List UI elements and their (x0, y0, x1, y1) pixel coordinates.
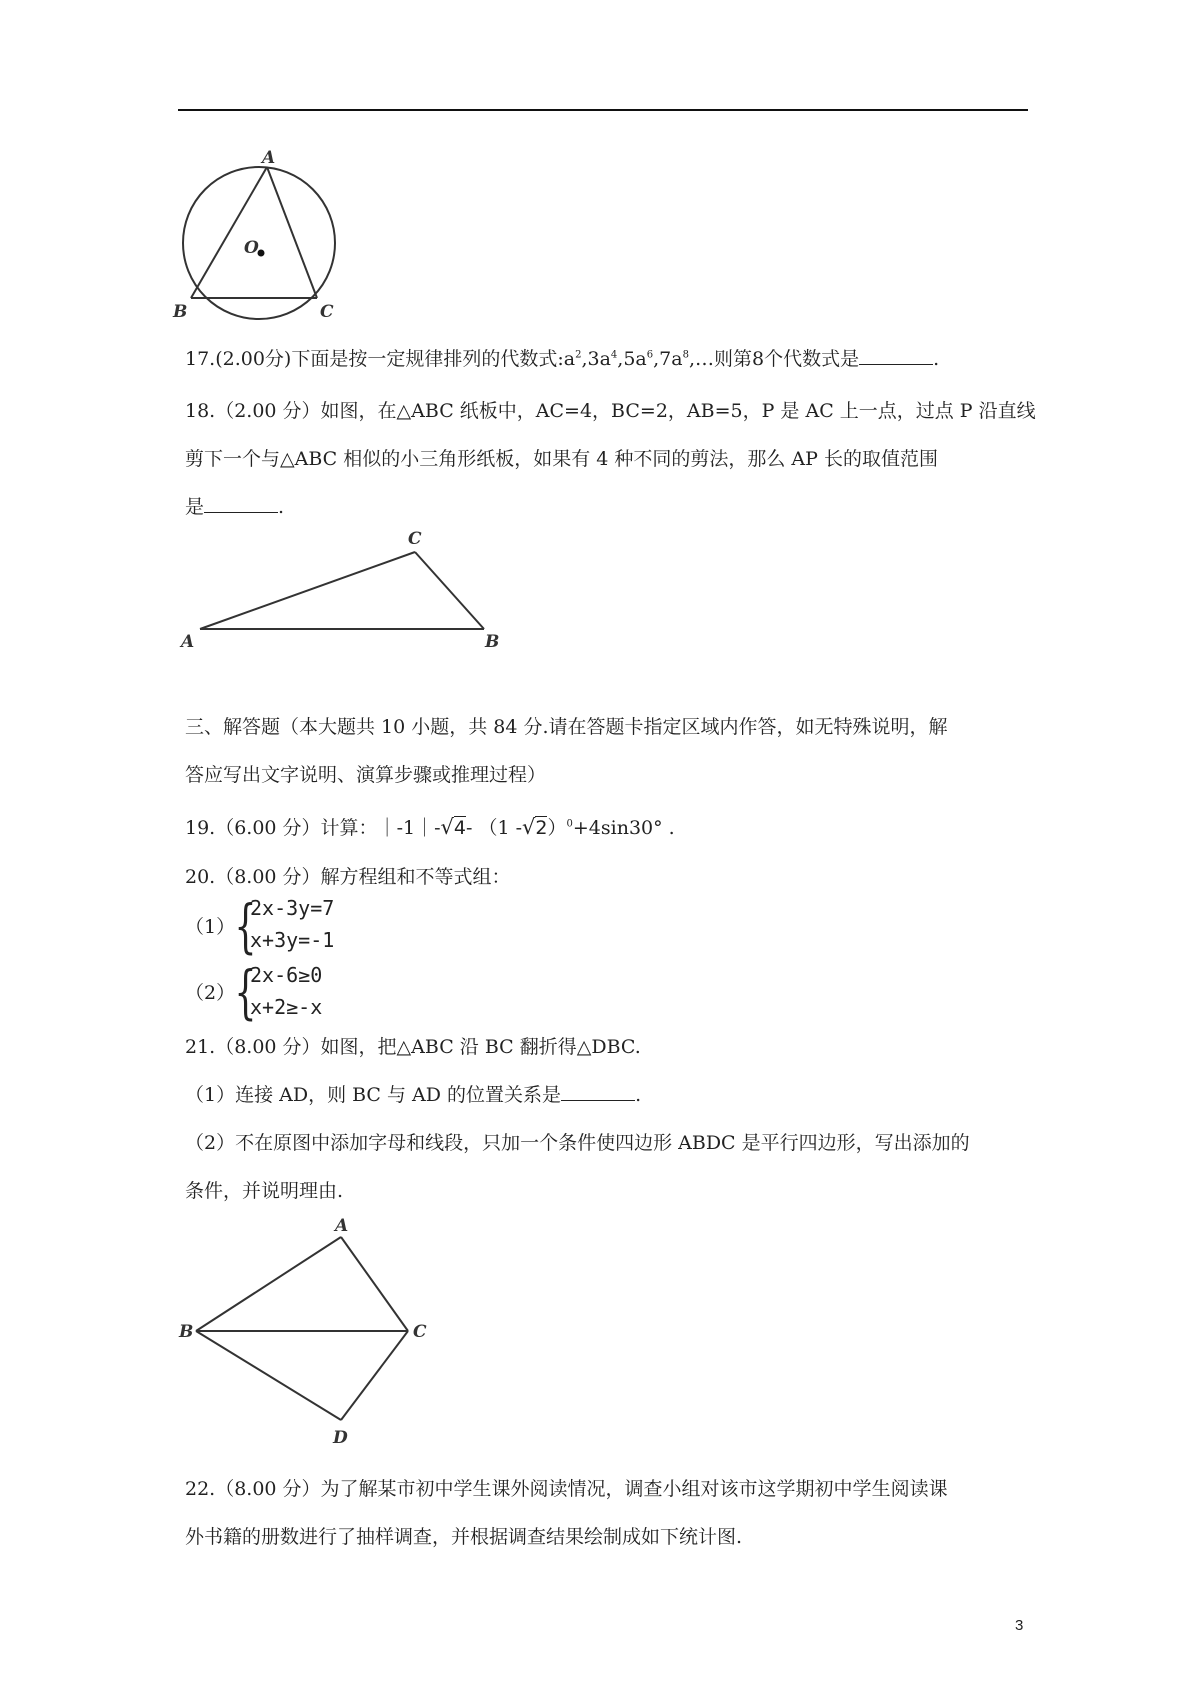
q20-title: 20.（8.00 分）解方程组和不等式组： (185, 866, 511, 888)
page-number: 3 (1015, 1617, 1024, 1634)
answer-blank (561, 1082, 635, 1101)
answer-blank (204, 494, 278, 513)
section3-line1: 三、解答题（本大题共 10 小题，共 84 分.请在答题卡指定区域内作答，如无特殊说明，解 (185, 716, 948, 738)
side-ab (191, 167, 267, 298)
q21-line2: （1）连接 AD，则 BC 与 AD 的位置关系是 . (185, 1084, 642, 1106)
q18-line2: 剪下一个与△ABC 相似的小三角形纸板，如果有 4 种不同的剪法，那么 AP 长的取值范围 (185, 448, 938, 470)
answer-blank (859, 346, 933, 365)
kite-abdc-figure (178, 1215, 438, 1455)
q21-line4: 条件，并说明理由. (185, 1180, 344, 1202)
side-bd (196, 1331, 341, 1420)
q20-part2-eq1: 2x-6≥0 (250, 963, 323, 987)
label-a: A (335, 1216, 349, 1236)
label-b: B (179, 1322, 194, 1342)
q21-line1: 21.（8.00 分）如图，把△ABC 沿 BC 翻折得△DBC. (185, 1036, 641, 1058)
triangle-abc-figure (178, 525, 518, 650)
q20-part2-label: （2） (185, 982, 236, 1004)
side-ba (196, 1237, 341, 1331)
label-a: A (181, 632, 195, 650)
q18-line1: 18.（2.00 分）如图，在△ABC 纸板中，AC=4，BC=2，AB=5，P 是 AC 上一点，过点 P 沿直线 (185, 400, 1036, 422)
label-o: O (244, 238, 259, 258)
q22-line2: 外书籍的册数进行了抽样调查，并根据调查结果绘制成如下统计图. (185, 1526, 743, 1548)
radicand-4: 4 (453, 817, 466, 839)
label-d: D (333, 1428, 348, 1448)
label-b: B (173, 302, 188, 322)
q20-part1-label: （1） (185, 916, 236, 938)
q20-part1-eq2: x+3y=-1 (250, 928, 335, 952)
q20-part2-eq2: x+2≥-x (250, 995, 323, 1019)
header-rule (178, 109, 1028, 111)
side-dc (341, 1331, 408, 1420)
label-c: C (320, 302, 334, 322)
circumcircle (183, 167, 335, 319)
label-b: B (485, 632, 500, 650)
q20-part2-brace: { (234, 958, 257, 1026)
q20-part1-eq1: 2x-3y=7 (250, 896, 335, 920)
q20-part1-brace: { (234, 892, 257, 960)
circle-triangle-figure (170, 150, 350, 325)
radicand-2: 2 (535, 817, 548, 839)
q22-line1: 22.（8.00 分）为了解某市初中学生课外阅读情况，调查小组对该市这学期初中学生阅读课 (185, 1478, 948, 1500)
label-c: C (408, 529, 422, 549)
q18-line3: 是 . (185, 496, 285, 518)
side-ac (200, 552, 415, 629)
q21-line3: （2）不在原图中添加字母和线段，只加一个条件使四边形 ABDC 是平行四边形，写出添加的 (185, 1132, 970, 1154)
q17-text: 17.(2.00分)下面是按一定规律排列的代数式$:a^2,3a^4,5a^6,7a^8,\dots$则第8个代数式是 . (185, 348, 940, 370)
label-a: A (262, 150, 276, 168)
label-c: C (413, 1322, 427, 1342)
q19-text: 19.（6.00 分）计算：｜-1｜-√4- （1 -√2）$^0$+4sin30° . (185, 815, 675, 839)
side-ac (341, 1237, 408, 1331)
section3-line2: 答应写出文字说明、演算步骤或推理过程） (185, 764, 547, 786)
side-bc (415, 552, 484, 629)
